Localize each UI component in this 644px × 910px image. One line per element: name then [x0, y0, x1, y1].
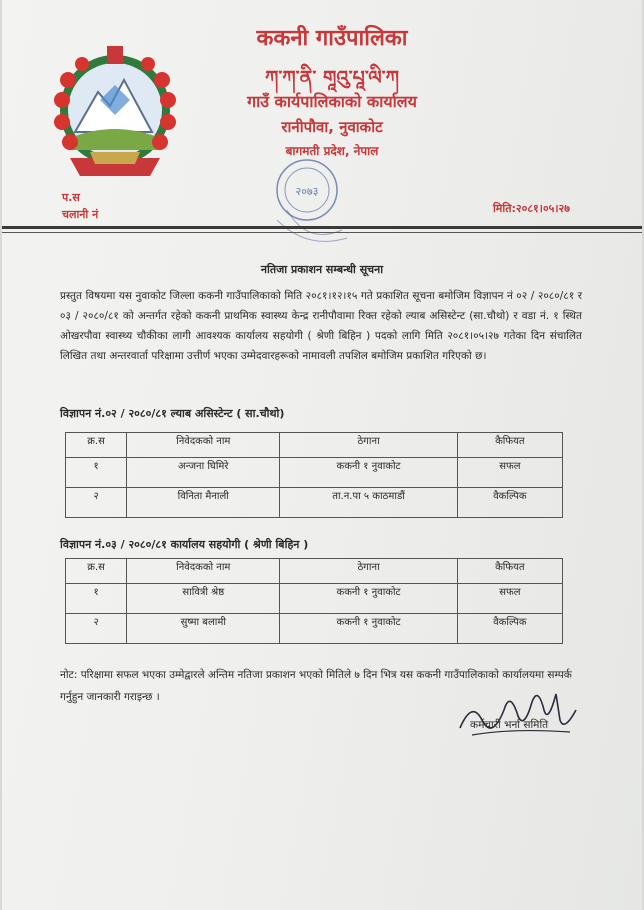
header-divider-thick: [2, 226, 642, 229]
cell-sn: १: [66, 584, 127, 614]
municipality-name: ककनी गाउँपालिका: [256, 26, 408, 51]
table-header-row: [66, 559, 563, 584]
cell-name: विनिता मैनाली: [127, 488, 280, 518]
dispatch-label: चलानी नं: [62, 208, 99, 221]
col-header-remarks: कैफियत: [457, 433, 562, 458]
cell-remarks: वैकल्पिक: [457, 614, 562, 644]
cell-remarks: सफल: [457, 584, 562, 614]
notice-footnote: नोट: परिक्षामा सफल भएका उम्मेद्वारले अन्तिम नतिजा प्रकाशन भएको मितिले ७ दिन भित्र यस ककनी गाउँपालिकाको कार्यालयमा सम्पर्क गर्नुहुन जानकारी गराइन्छ ।: [60, 669, 572, 703]
cell-name: सुष्मा बलामी: [127, 614, 280, 644]
municipality-name-alt-script: ཀ་ཀ་ནི་ གཱའུ་པཱ་ལི་ཀ: [264, 67, 400, 89]
table-row: [66, 488, 563, 518]
document-page: [2, 0, 642, 910]
office-stamp-icon: [247, 150, 367, 255]
cell-name: सावित्री श्रेष्ठ: [127, 584, 280, 614]
col-header-remarks: कैफियत: [457, 559, 562, 584]
cell-address: ककनी १ नुवाकोट: [280, 458, 457, 488]
cell-name: अन्जना घिमिरे: [127, 458, 280, 488]
reference-label: प.स: [62, 191, 80, 204]
col-header-sn: क्र.स: [66, 433, 127, 458]
signature-label: कर्मचारी भर्ना समिति: [470, 719, 549, 731]
table-row: [66, 584, 563, 614]
table-row: [66, 614, 563, 644]
cell-sn: २: [66, 488, 127, 518]
table-header-row: [66, 433, 563, 458]
cell-sn: १: [66, 458, 127, 488]
col-header-sn: क्र.स: [66, 559, 127, 584]
cell-address: ककनी १ नुवाकोट: [280, 584, 457, 614]
cell-remarks: वैकल्पिक: [457, 488, 562, 518]
cell-remarks: सफल: [457, 458, 562, 488]
col-header-address: ठेगाना: [280, 559, 457, 584]
document-date: मिति:२०८१।०५।२७: [492, 202, 570, 215]
notice-body: प्रस्तुत विषयमा यस नुवाकोट जिल्ला ककनी गाउँपालिकाको मिति २०८१।१२।१५ गते प्रकाशित सूचना बमोजिम विज्ञापन नं ०२ / २०८०/८१ र ०३ / २०८०/८१ को अन्तर्गत रहेको ककनी प्राथमिक स्वास्थ्य केन्द्र रानीपौवामा रिक्त रहेको ल्याब असिस्टेन्ट (सा.चौथो) र वडा नं. १ स्थित ओखरपौवा स्वास्थ्य चौकीका लागी आवश्यक कार्यालय सहयोगी ( श्रेणी बिहिन ) पदको लागि मिति २०८१।०५।२७ गतेका दिन संचालित लिखित तथा अन्तरवार्ता परिक्षामा उत्तीर्ण भएका उम्मेदवारहरूको नामावली तपशिल बमोजिम प्रकाशित गरिएको छ।: [60, 290, 582, 362]
col-header-name: निवेदकको नाम: [127, 559, 280, 584]
signature-icon: [452, 680, 582, 750]
notice-subject: नतिजा प्रकाशन सम्बन्धी सूचना: [260, 263, 384, 276]
table-row: [66, 458, 563, 488]
header-divider-thin: [2, 232, 642, 233]
stamp-year: २०७३: [295, 185, 319, 198]
col-header-name: निवेदकको नाम: [127, 433, 280, 458]
nepal-emblem-icon: [40, 40, 190, 190]
results-table-lab-assistant: [65, 432, 563, 518]
cell-address: ककनी १ नुवाकोट: [280, 614, 457, 644]
office-name: गाउँ कार्यपालिकाको कार्यालय: [247, 92, 417, 111]
section1-title: विज्ञापन नं.०२ / २०८०/८१ ल्याब असिस्टेन्ट ( सा.चौथो): [60, 407, 285, 420]
results-table-office-assistant: [65, 558, 563, 644]
col-header-address: ठेगाना: [280, 433, 457, 458]
section2-title: विज्ञापन नं.०३ / २०८०/८१ कार्यालय सहयोगी ( श्रेणी बिहिन ): [60, 538, 309, 551]
office-address: रानीपौवा, नुवाकोट: [281, 118, 383, 136]
cell-sn: २: [66, 614, 127, 644]
province-name: बागमती प्रदेश, नेपाल: [285, 144, 379, 158]
cell-address: ता.न.पा ५ काठमाडौं: [280, 488, 457, 518]
